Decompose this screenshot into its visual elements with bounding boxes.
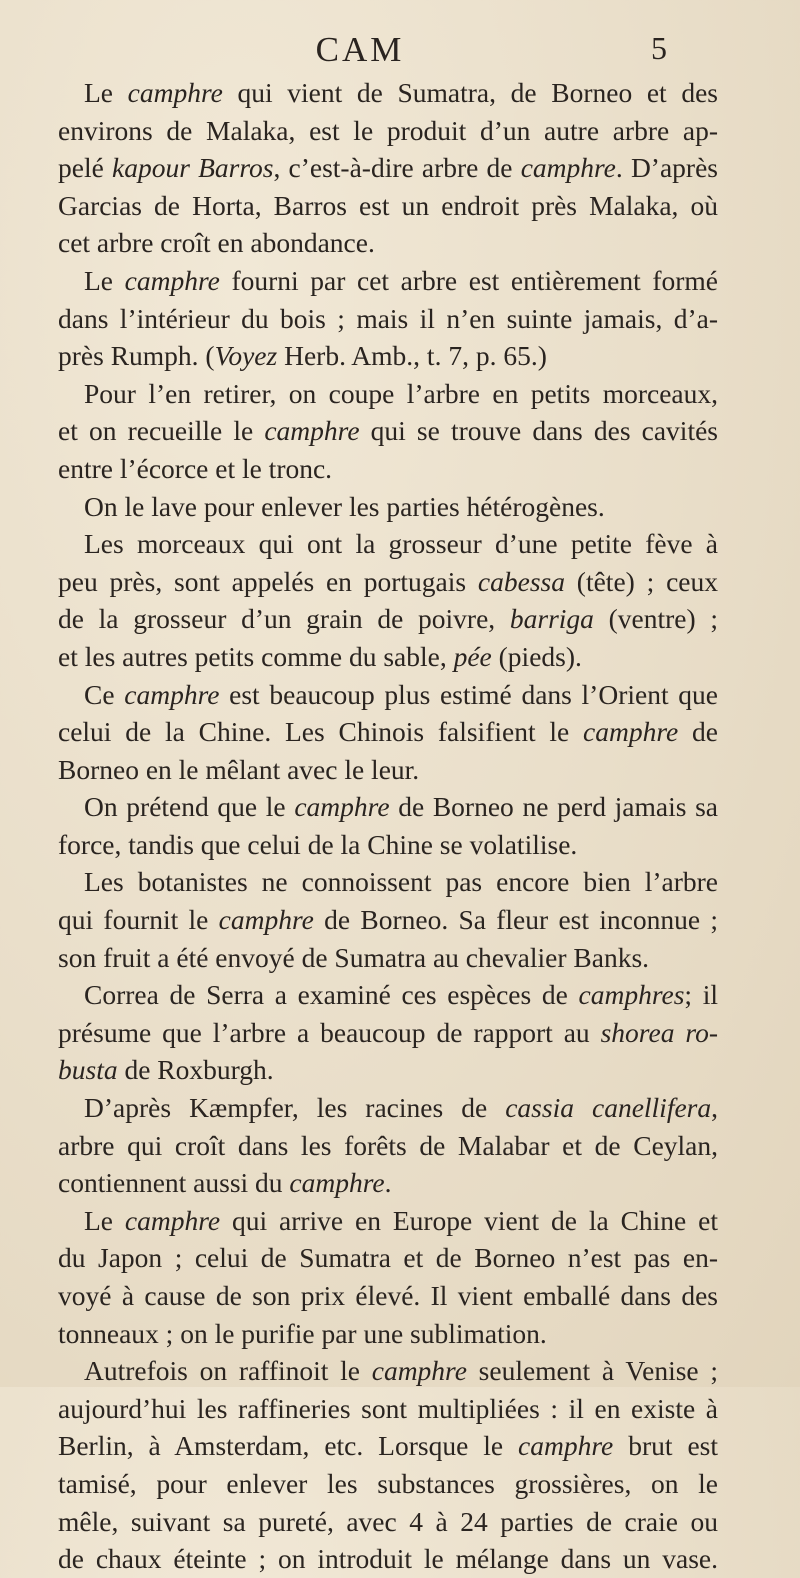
text-line [58, 1503, 718, 1541]
text-line [58, 112, 718, 150]
text-line [58, 826, 718, 864]
body-text [58, 74, 718, 1578]
italic-text: Voyez [214, 340, 278, 372]
text-segment: fourni par cet arbre est entièrement formé [219, 264, 718, 296]
text-segment: de [678, 716, 718, 748]
text-line [58, 262, 718, 300]
text-line [58, 375, 718, 413]
italic-text: camphre [124, 264, 220, 296]
italic-text: busta [58, 1054, 118, 1086]
text-line [58, 1239, 718, 1277]
text-line [58, 488, 718, 526]
text-segment: Les morceaux qui ont la grosseur d’une petite fève à [84, 528, 718, 560]
text-line [58, 1427, 718, 1465]
text-segment: voyé à cause de son prix élevé. Il vient emballé dans des [58, 1280, 718, 1311]
italic-text: pée [453, 640, 492, 672]
text-segment: qui se trouve dans des cavités [359, 415, 718, 447]
text-segment: force, tandis que celui de la Chine se volatilise. [58, 828, 578, 860]
text-segment: qui arrive en Europe vient de la Chine et [220, 1204, 718, 1236]
text-line [58, 412, 718, 450]
text-segment: et on recueille le [58, 415, 265, 447]
text-segment: Herb. Amb., t. 7, p. 65.) [277, 340, 547, 372]
text-segment: (pieds). [491, 640, 582, 672]
text-line [58, 1352, 718, 1390]
italic-text: camphre [124, 1204, 221, 1236]
text-segment: (ventre) ; [593, 603, 718, 635]
text-segment: celui de la Chine. Les Chinois falsifient le [58, 716, 584, 748]
text-segment: Berlin, à Amsterdam, etc. Lorsque le [58, 1430, 519, 1462]
text-segment: Borneo en le mêlant avec le leur. [58, 753, 420, 785]
page-number: 5 [651, 30, 667, 66]
text-line [58, 751, 718, 789]
text-line [58, 450, 718, 488]
text-segment: et les autres petits comme du sable, [58, 640, 454, 672]
italic-text: camphre [124, 678, 220, 710]
text-line [58, 1014, 718, 1052]
text-line [58, 788, 718, 826]
italic-text: camphre [583, 716, 679, 748]
text-line [58, 337, 718, 375]
text-segment: Le [84, 1204, 125, 1236]
text-line [58, 863, 718, 901]
text-segment: Le [84, 77, 128, 108]
italic-text: camphre [518, 1430, 614, 1462]
text-line [58, 1315, 718, 1353]
text-segment: pelé [58, 152, 112, 184]
text-line [58, 74, 718, 112]
text-line [58, 300, 718, 338]
text-segment: brut est [613, 1430, 718, 1462]
text-line [58, 149, 718, 187]
page-header [0, 30, 800, 80]
text-line [58, 713, 718, 751]
text-segment: mêle, suivant sa pureté, avec 4 à 24 parties de craie ou [58, 1505, 718, 1537]
text-segment: aujourd’hui les raffineries sont multipliées : il en existe à [58, 1392, 718, 1424]
text-segment: Correa de Serra a examiné ces espèces de [84, 979, 579, 1011]
italic-text: camphre [520, 152, 616, 184]
text-segment: . [384, 1167, 392, 1199]
text-segment: de la grosseur d’un grain de poivre, [58, 603, 510, 635]
text-line [58, 901, 718, 939]
text-segment: entre l’écorce et le tronc. [58, 452, 333, 484]
text-segment: tonneaux ; on le purifie par une sublimation. [58, 1317, 547, 1349]
italic-text: cassia canellifera [505, 1092, 712, 1124]
text-segment: On prétend que le [84, 791, 295, 823]
text-segment: Pour l’en retirer, on coupe l’arbre en petits morceaux, [84, 377, 718, 409]
text-line [58, 1051, 718, 1089]
text-line [58, 638, 718, 676]
text-segment: environs de Malaka, est le produit d’un autre arbre ap- [58, 114, 718, 146]
text-segment: son fruit a été envoyé de Sumatra au chevalier Banks. [58, 941, 650, 973]
text-segment: seulement à Venise ; [466, 1355, 718, 1387]
italic-text: camphre [371, 1355, 467, 1387]
italic-text: camphres [578, 979, 685, 1011]
italic-text: camphre [127, 77, 223, 108]
running-head: CAM [315, 30, 405, 69]
text-segment: peu près, sont appelés en portugais [58, 565, 478, 597]
text-segment: près Rumph. ( [58, 340, 215, 372]
italic-text: camphre [289, 1167, 385, 1199]
text-line [58, 525, 718, 563]
text-line [58, 1089, 718, 1127]
italic-text: kapour Barros [111, 152, 274, 184]
text-segment: tamisé, pour enlever les substances grossières, on le [58, 1467, 718, 1499]
text-line [58, 976, 718, 1014]
text-segment: Le [84, 264, 125, 296]
text-segment: , c’est-à-dire arbre de [273, 152, 521, 184]
text-segment: D’après Kæmpfer, les racines de [84, 1092, 506, 1124]
text-segment: arbre qui croît dans les forêts de Malabar et de Ceylan, [58, 1129, 718, 1161]
text-line [58, 1202, 718, 1240]
text-segment: du Japon ; celui de Sumatra et de Borneo n’est pas en- [58, 1242, 718, 1274]
italic-text: camphre [218, 904, 314, 936]
italic-text: cabessa [477, 565, 565, 597]
text-segment: qui vient de Sumatra, de Borneo et des [222, 77, 718, 108]
text-line [58, 939, 718, 977]
text-segment: Autrefois on raffinoit le [84, 1355, 372, 1387]
text-segment: Ce [84, 678, 125, 710]
text-line [58, 1277, 718, 1315]
text-segment: de Borneo. Sa fleur est inconnue ; [313, 904, 718, 936]
text-segment: cet arbre croît en abondance. [58, 227, 375, 259]
text-line [58, 1390, 718, 1428]
text-segment: qui fournit le [58, 904, 219, 936]
text-line [58, 600, 718, 638]
text-segment: de Borneo ne perd jamais sa [389, 791, 718, 823]
text-line [58, 676, 718, 714]
text-line [58, 224, 718, 262]
text-segment: dans l’intérieur du bois ; mais il n’en suinte jamais, d’a- [58, 302, 718, 334]
text-line [58, 1540, 718, 1578]
text-line [58, 1127, 718, 1165]
text-segment: ; il [684, 979, 719, 1011]
text-segment: Garcias de Horta, Barros est un endroit près Malaka, où [58, 189, 718, 221]
italic-text: camphre [294, 791, 390, 823]
text-segment: On le lave pour enlever les parties hétérogènes. [84, 490, 605, 522]
text-segment: , [711, 1092, 718, 1124]
text-line [58, 187, 718, 225]
text-line [58, 1164, 718, 1202]
text-segment: . D’après [615, 152, 718, 184]
text-line [58, 1465, 718, 1503]
italic-text: shorea ro- [600, 1016, 718, 1048]
text-line [58, 563, 718, 601]
text-segment: est beaucoup plus estimé dans l’Orient que [219, 678, 718, 710]
italic-text: barriga [509, 603, 594, 635]
text-segment: de chaux éteinte ; on introduit le mélange dans un vase. [58, 1543, 718, 1575]
italic-text: camphre [264, 415, 360, 447]
text-segment: contiennent aussi du [58, 1167, 290, 1199]
text-segment: Les botanistes ne connoissent pas encore bien l’arbre [84, 866, 718, 898]
text-segment: (tête) ; ceux [564, 565, 718, 597]
text-segment: présume que l’arbre a beaucoup de rapport au [58, 1016, 601, 1048]
text-segment: de Roxburgh. [117, 1054, 274, 1086]
